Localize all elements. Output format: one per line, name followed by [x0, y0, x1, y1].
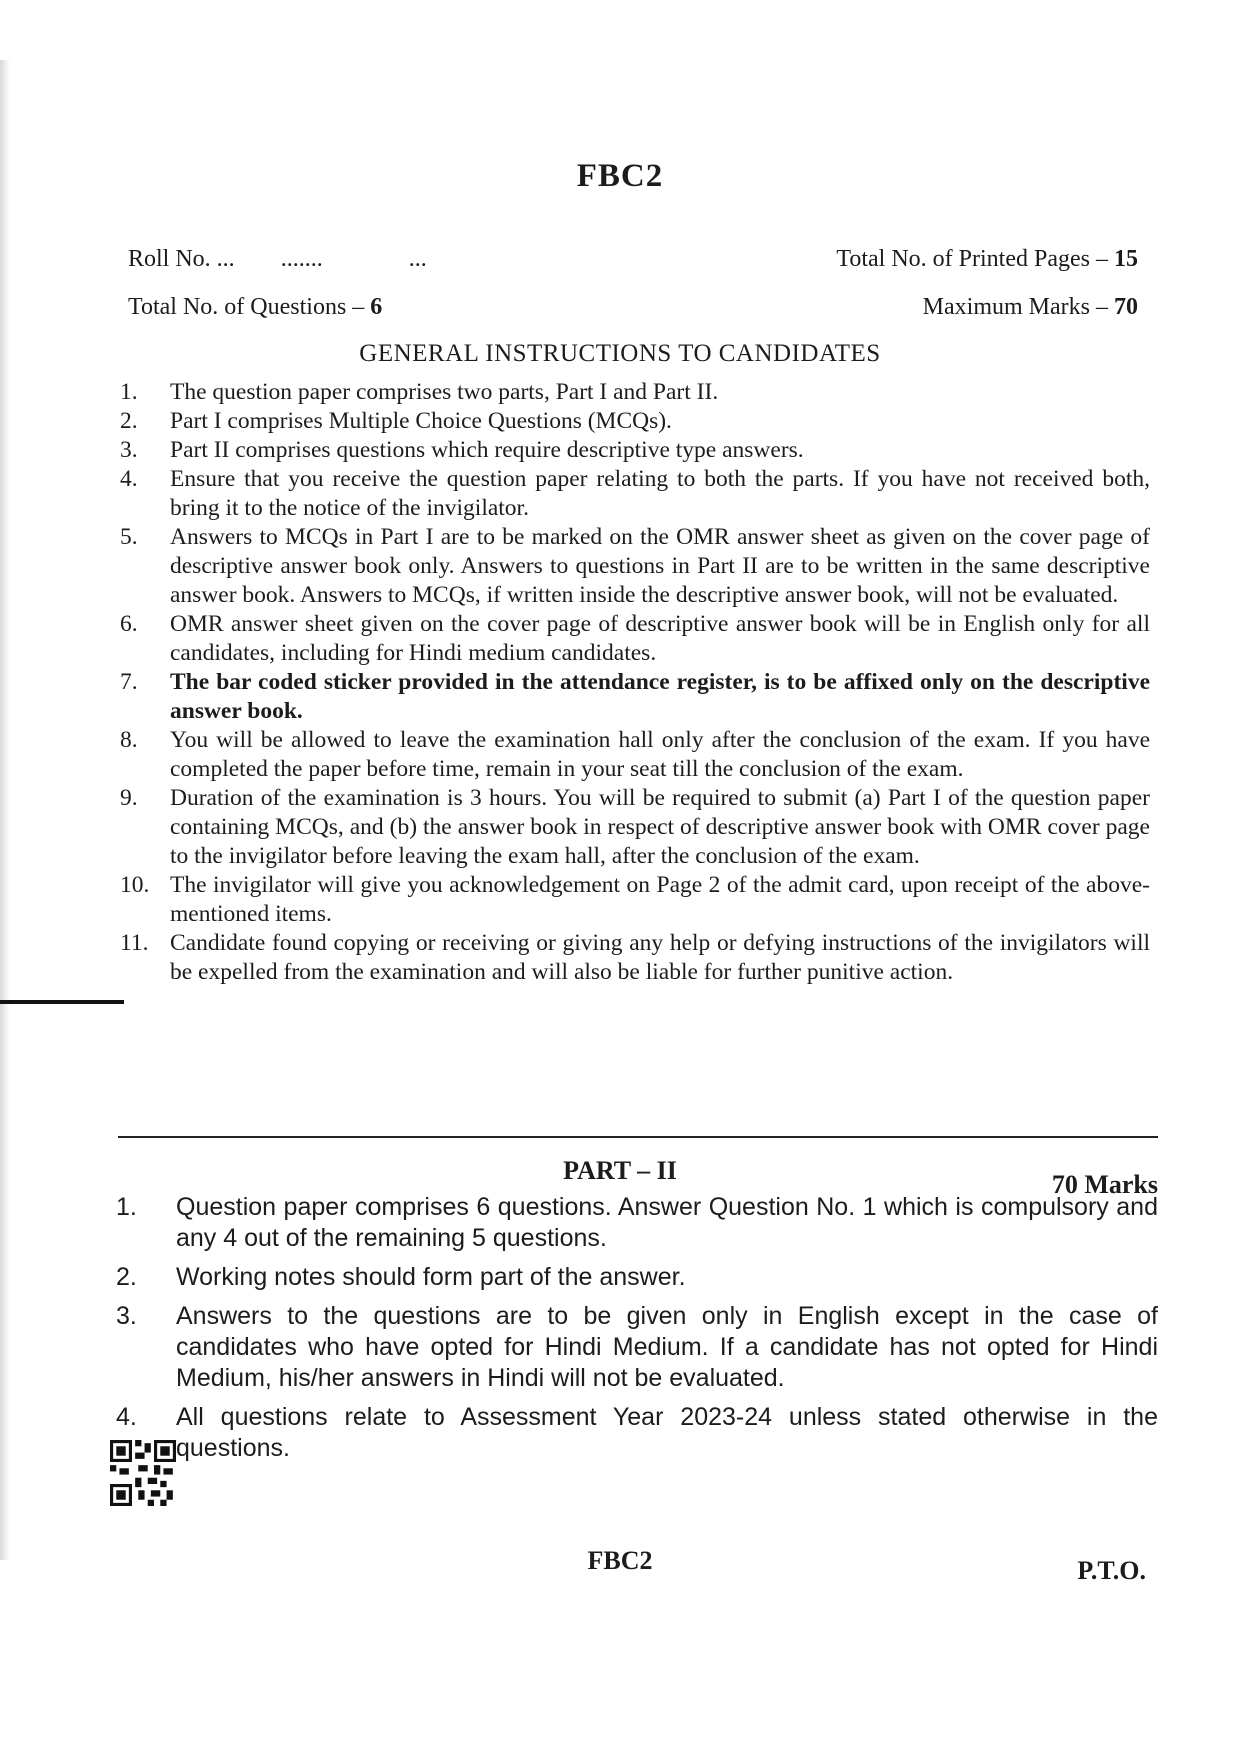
list-item — [116, 1192, 1158, 1254]
list-item — [120, 436, 1150, 465]
list-item — [120, 929, 1150, 987]
list-item — [120, 465, 1150, 523]
list-item — [120, 407, 1150, 436]
total-questions — [128, 294, 382, 321]
list-item — [116, 1402, 1158, 1464]
paper-code-footer: FBC2 — [587, 1546, 653, 1575]
item-text: Duration of the examination is 3 hours. You will be required to submit (a) Part I of the question paper containing MCQs, and (b) the answer book in respect of descriptive answer book with OMR cover page to the invigilator before leaving the exam hall, after the conclusion of the exam. — [170, 785, 1150, 869]
item-number: 11. — [120, 930, 149, 956]
list-item — [120, 784, 1150, 871]
list-item — [116, 1301, 1158, 1394]
qr-code-icon — [110, 1440, 176, 1506]
item-number: 3. — [120, 437, 138, 463]
part-two-title: PART – II — [563, 1156, 677, 1185]
printed-pages-label: Total No. of Printed Pages – — [836, 246, 1114, 272]
general-instructions-title: GENERAL INSTRUCTIONS TO CANDIDATES — [359, 340, 881, 367]
general-instructions-list — [120, 378, 1150, 987]
item-number: 6. — [120, 611, 138, 637]
item-number: 1. — [120, 379, 138, 405]
list-item — [120, 871, 1150, 929]
item-number: 2. — [120, 408, 138, 434]
list-item — [120, 523, 1150, 610]
item-number: 4. — [120, 466, 138, 492]
paper-code-header: FBC2 — [576, 158, 664, 194]
list-item — [120, 610, 1150, 668]
item-text: Answers to MCQs in Part I are to be marked on the OMR answer sheet as given on the cover page of descriptive answer book only. Answers to questions in Part II are to be written in the same descriptive answer book. Answers to MCQs, if written inside the descriptive answer book, will not be evaluated. — [170, 524, 1150, 608]
item-text: Part I comprises Multiple Choice Questions (MCQs). — [170, 408, 672, 434]
page-edge-shadow — [0, 60, 10, 1560]
item-text: Answers to the questions are to be given only in English except in the case of candidates who have opted for Hindi Medium. If a candidate has not opted for Hindi Medium, his/her answers in Hindi will not be evaluated. — [176, 1302, 1158, 1392]
roll-no — [128, 246, 427, 273]
part-two-instructions-list — [116, 1192, 1158, 1472]
item-text: The invigilator will give you acknowledgement on Page 2 of the admit card, upon receipt of the above-mentioned items. — [170, 872, 1150, 927]
list-item — [120, 378, 1150, 407]
item-text: Part II comprises questions which require descriptive type answers. — [170, 437, 804, 463]
maximum-marks — [923, 294, 1138, 321]
item-number: 8. — [120, 727, 138, 753]
item-text: The question paper comprises two parts, Part I and Part II. — [170, 379, 719, 405]
item-text: Candidate found copying or receiving or giving any help or defying instructions of the invigilators will be expelled from the examination and will also be liable for further punitive action. — [170, 930, 1150, 985]
item-number: 3. — [116, 1302, 137, 1330]
roll-pages-row — [128, 246, 1138, 273]
item-number: 10. — [120, 872, 150, 898]
maximum-marks-value: 70 — [1114, 294, 1138, 320]
item-number: 2. — [116, 1263, 137, 1291]
item-text: Ensure that you receive the question paper relating to both the parts. If you have not received both, bring it to the notice of the invigilator. — [170, 466, 1150, 521]
printed-pages-value: 15 — [1114, 246, 1138, 272]
item-number: 1. — [116, 1193, 137, 1221]
section-divider — [118, 1136, 1158, 1138]
roll-no-dots: ....... — [280, 246, 323, 272]
item-text: You will be allowed to leave the examination hall only after the conclusion of the exam. If you have completed the paper before time, remain in your seat till the conclusion of the exam. — [170, 727, 1150, 782]
total-questions-label: Total No. of Questions – — [128, 294, 371, 320]
printed-pages — [836, 246, 1138, 273]
list-item — [120, 668, 1150, 726]
total-questions-value: 6 — [370, 294, 383, 320]
pto-label: P.T.O. — [1077, 1556, 1146, 1585]
item-number: 7. — [120, 669, 138, 695]
roll-no-label: Roll No. ... — [128, 246, 235, 272]
item-text: The bar coded sticker provided in the attendance register, is to be affixed only on the descriptive answer book. — [170, 669, 1150, 724]
questions-marks-row — [128, 294, 1138, 321]
item-number: 9. — [120, 785, 138, 811]
roll-no-tail: ... — [408, 246, 427, 272]
item-number: 5. — [120, 524, 138, 550]
item-text: Working notes should form part of the answer. — [176, 1263, 686, 1291]
item-number: 4. — [116, 1403, 137, 1431]
list-item — [120, 726, 1150, 784]
margin-marker-line — [0, 1000, 124, 1004]
item-text: OMR answer sheet given on the cover page of descriptive answer book will be in English only for all candidates, including for Hindi medium candidates. — [170, 611, 1150, 666]
part-two-marks: 70 Marks — [1051, 1170, 1158, 1199]
maximum-marks-label: Maximum Marks – — [922, 294, 1114, 320]
list-item — [116, 1262, 1158, 1293]
item-text: All questions relate to Assessment Year 2023-24 unless stated otherwise in the questions. — [176, 1403, 1158, 1462]
item-text: Question paper comprises 6 questions. Answer Question No. 1 which is compulsory and any 4 out of the remaining 5 questions. — [176, 1193, 1158, 1252]
